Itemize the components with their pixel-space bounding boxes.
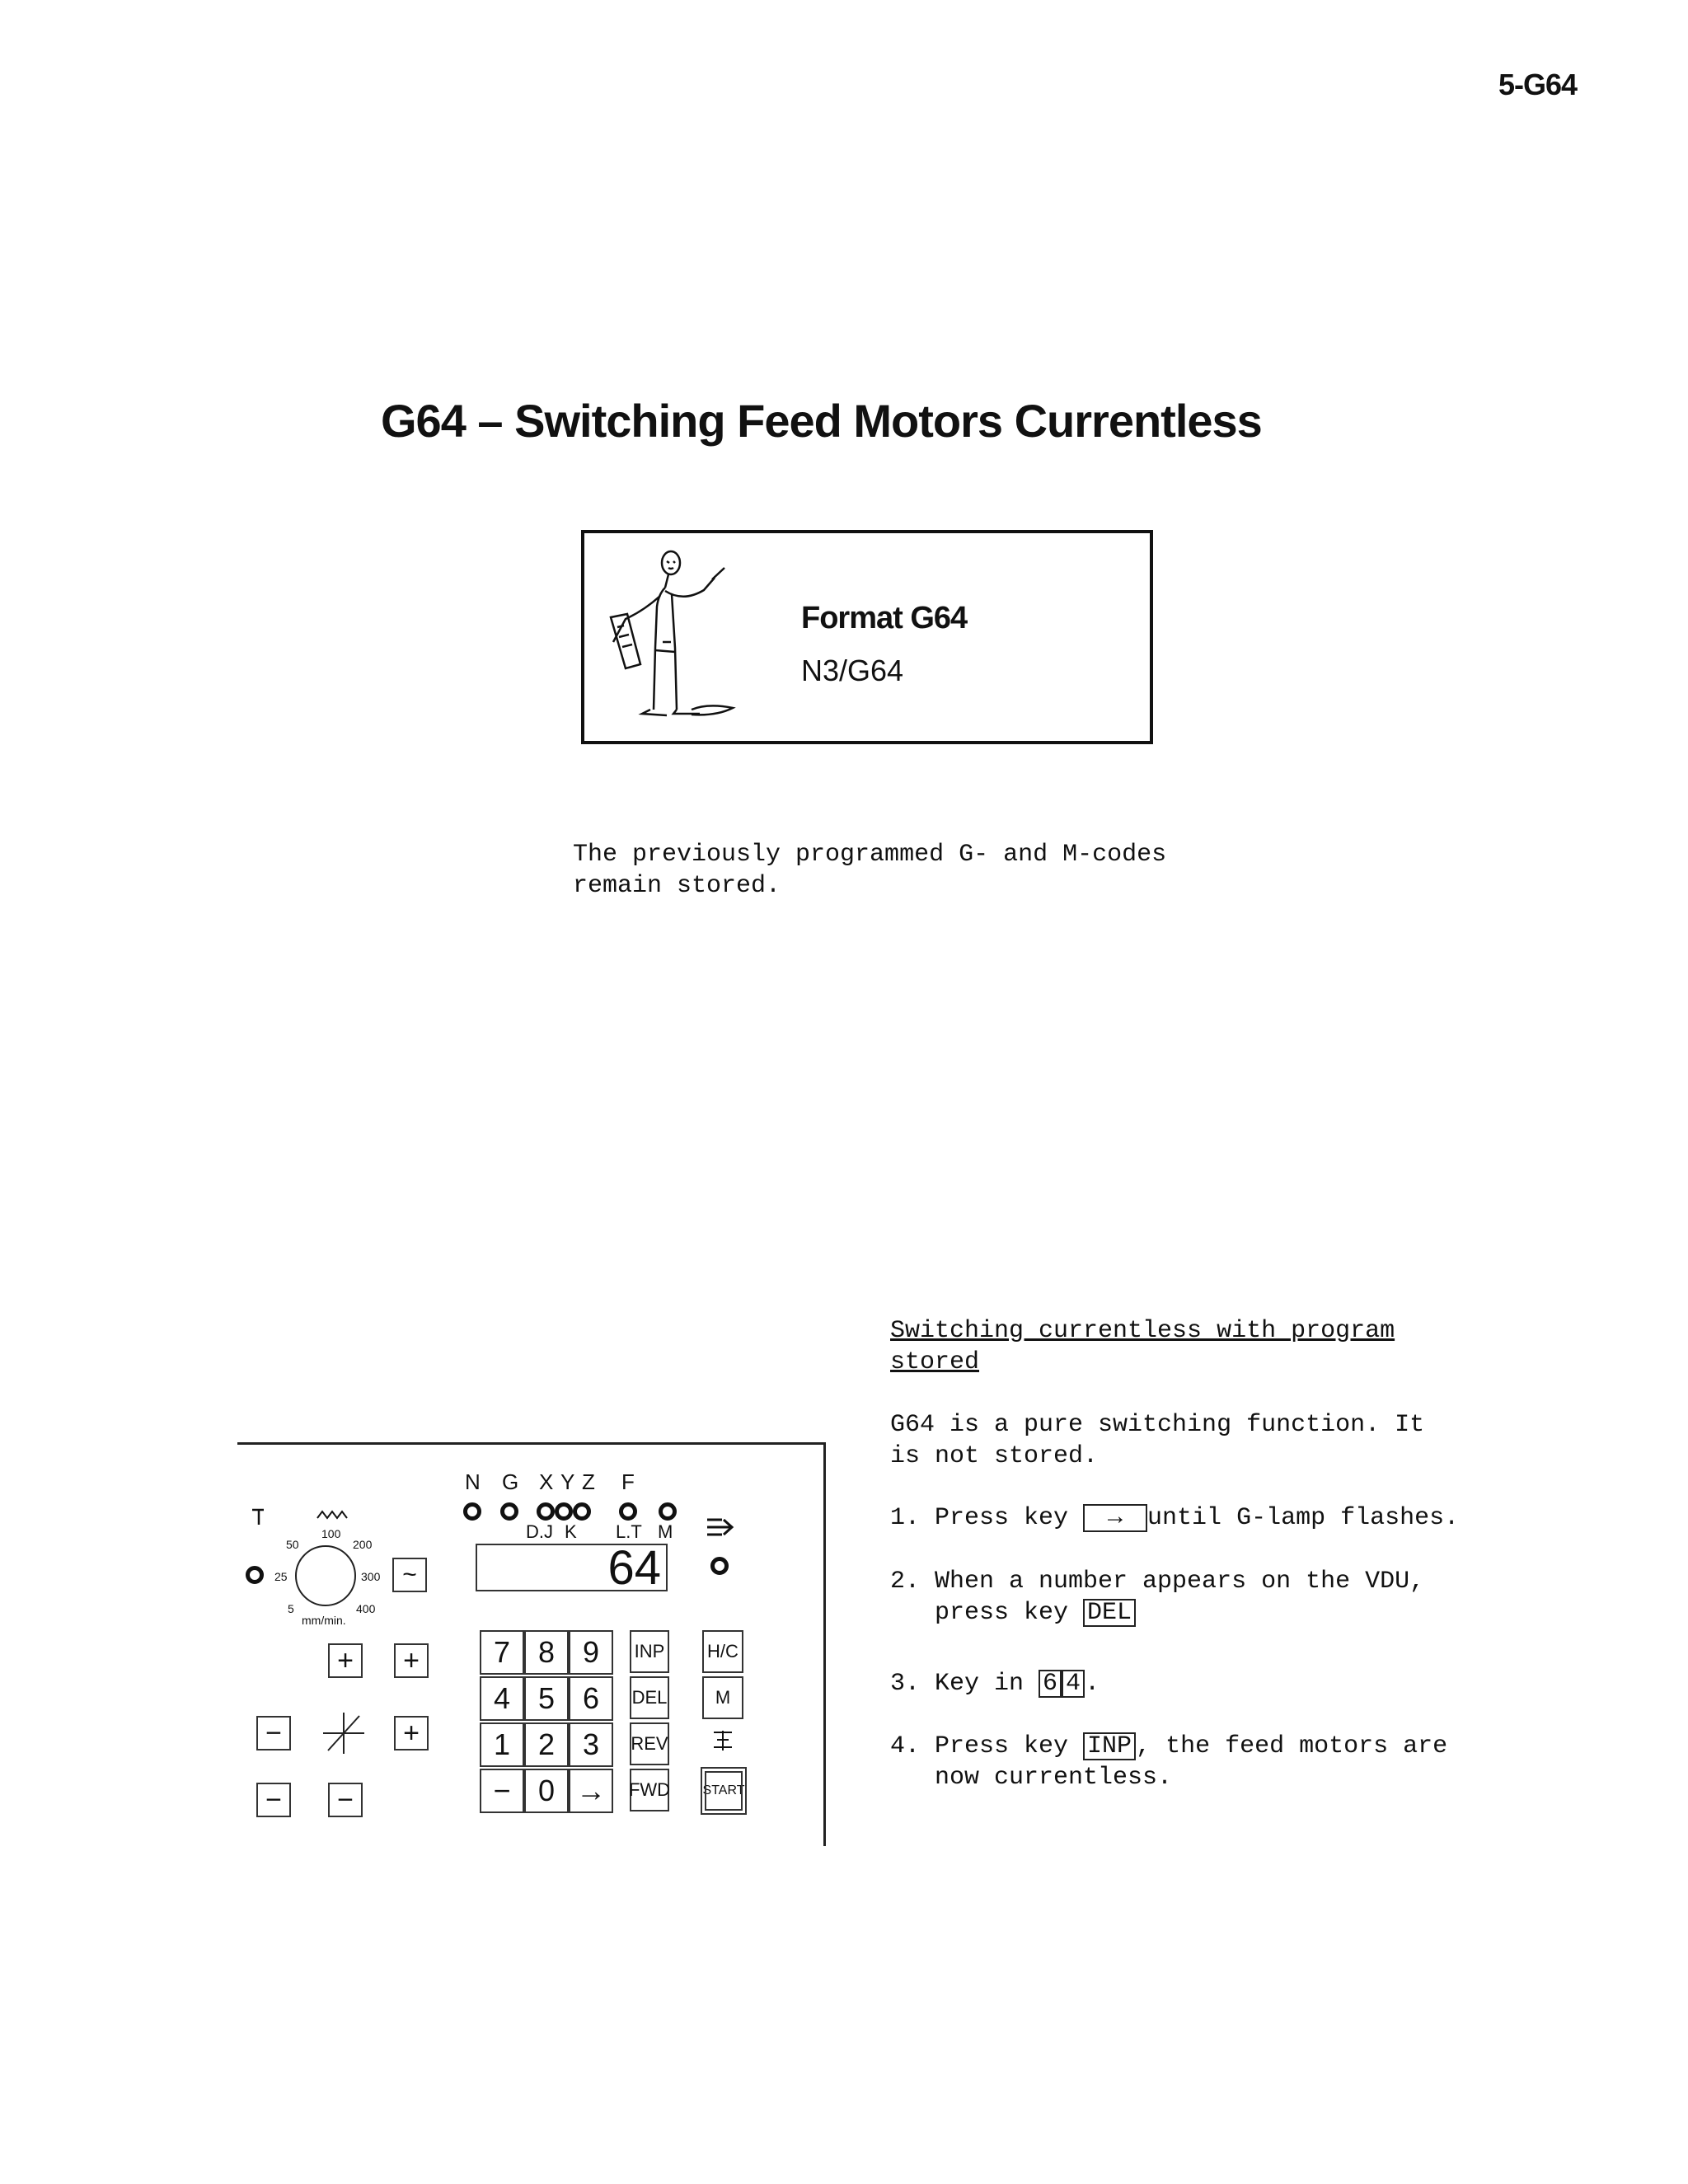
key-7[interactable]: 7 [480,1630,524,1675]
dial-tick-200: 200 [353,1538,373,1551]
key-9[interactable]: 9 [569,1630,613,1675]
key-3[interactable]: 3 [569,1722,613,1767]
key-0[interactable]: 0 [524,1769,569,1813]
key-minus[interactable]: − [480,1769,524,1813]
lamp-n [463,1502,481,1521]
lamp-sublabel-k: K [565,1521,577,1542]
spindle-icon [247,1505,280,1530]
intro-text: The previously programmed G- and M-codes remain stored. [573,841,1167,900]
key-5[interactable]: 5 [524,1676,569,1721]
dial-tick-300: 300 [361,1570,381,1583]
dial-tick-50: 50 [286,1538,299,1551]
jog-minus-z-key[interactable]: − [256,1783,291,1817]
step-4 [890,1731,1517,1793]
step-3 [890,1668,1517,1699]
key-inp[interactable]: INP [630,1630,669,1673]
feed-rate-dial[interactable] [293,1543,359,1609]
dial-tick-25: 25 [274,1570,288,1583]
step-4-tail: , the feed motors are now currentless. [935,1732,1448,1792]
key-m[interactable]: M [702,1676,743,1719]
step-3-text: 3. Key in [890,1670,1039,1698]
key-4-box: 4 [1062,1670,1085,1698]
key-del[interactable]: DEL [630,1676,669,1719]
format-box [581,530,1153,744]
section-heading: Switching currentless with program stored [890,1317,1395,1376]
key-1[interactable]: 1 [480,1722,524,1767]
lamp-label-f: F [621,1469,635,1494]
lamp-x [537,1502,555,1521]
single-block-icon [710,1727,735,1752]
lamp-sublabel-m: M [658,1521,673,1542]
lamp-label-y: Y [560,1469,575,1494]
step-2 [890,1566,1517,1629]
step-1 [890,1502,1517,1534]
lamp-sublabel-dj: D.J [526,1521,553,1542]
dial-lamp [246,1566,264,1584]
step-2-text: 2. When a number appears on the VDU, press key [890,1568,1425,1627]
key-hc[interactable]: H/C [702,1630,743,1673]
key-fwd[interactable]: FWD [630,1769,669,1811]
del-key-box: DEL [1083,1599,1136,1627]
lamp-label-z: Z [582,1469,595,1494]
step-1-tail: until G-lamp flashes. [1147,1504,1460,1532]
lamp-label-g: G [502,1469,519,1494]
key-8[interactable]: 8 [524,1630,569,1675]
step-4-text: 4. Press key [890,1732,1084,1760]
lamp-label-n: N [465,1469,481,1494]
key-start[interactable]: START [701,1767,747,1815]
jog-plus-z-key[interactable]: + [394,1643,429,1678]
vdu-display [476,1541,668,1595]
axes-cross-icon [320,1709,368,1757]
feed-wave-icon [316,1508,349,1521]
jog-minus-y-key[interactable]: − [328,1783,363,1817]
feed-arrow-icon [706,1515,735,1540]
lamp-m [659,1502,677,1521]
format-code: N3/G64 [801,654,904,687]
pointing-man-illustration [593,545,757,726]
dial-tick-100: 100 [321,1527,341,1540]
key-arrow-right[interactable]: → [569,1769,613,1813]
page-number: 5-G64 [1498,68,1578,101]
key-6[interactable]: 6 [569,1676,613,1721]
inp-key-box: INP [1083,1732,1136,1760]
feed-lamp [710,1557,729,1575]
jog-plus-x-key[interactable]: + [394,1716,429,1750]
jog-minus-x-key[interactable]: − [256,1716,291,1750]
arrow-key-box: → [1083,1504,1147,1532]
dial-tick-5: 5 [288,1602,294,1615]
vdu-value: 64 [607,1541,661,1595]
lamp-z [573,1502,591,1521]
jog-plus-y-key[interactable]: + [328,1643,363,1678]
format-heading: Format G64 [801,601,968,635]
page-title: G64 – Switching Feed Motors Currentless [381,395,1262,447]
dial-unit: mm/min. [302,1614,346,1627]
key-6-box: 6 [1039,1670,1062,1698]
ac-mode-key[interactable]: ~ [392,1558,427,1592]
lamp-sublabel-lt: L.T [616,1521,642,1542]
key-rev[interactable]: REV [630,1722,669,1765]
key-2[interactable]: 2 [524,1722,569,1767]
step-3-tail: . [1085,1670,1100,1698]
key-4[interactable]: 4 [480,1676,524,1721]
lamp-label-x: X [539,1469,554,1494]
lamp-f [619,1502,637,1521]
section-paragraph: G64 is a pure switching function. It is not stored. [890,1411,1425,1470]
lamp-g [500,1502,518,1521]
dial-tick-400: 400 [356,1602,376,1615]
step-1-text: 1. Press key [890,1504,1084,1532]
lamp-y [555,1502,573,1521]
